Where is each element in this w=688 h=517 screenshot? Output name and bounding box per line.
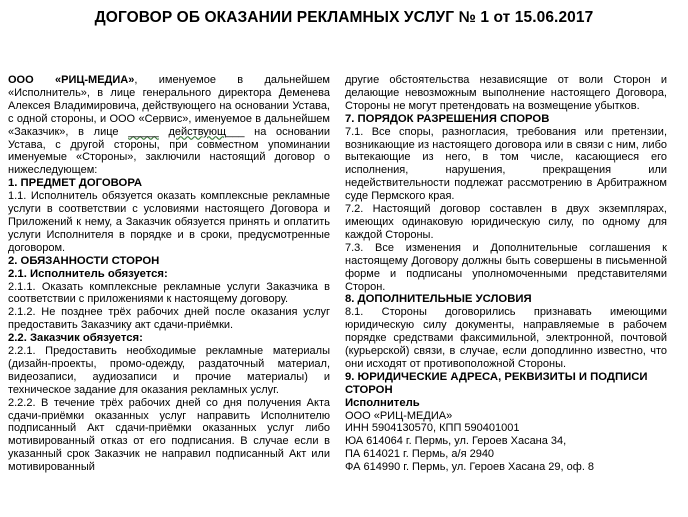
clause-1-1: 1.1. Исполнитель обязуется оказать комплексные рекламные услуги в соответствии с условиями настоящего Договора и Приложений к нему, а Заказчик обязуется принять и оплатить услуги Исполнителя в порядке и в сроки, предусмотренные договором.	[8, 190, 330, 254]
section-2-heading: 2. ОБЯЗАННОСТИ СТОРОН	[8, 254, 160, 267]
executor-actual-address: ФА 614990 г. Пермь, ул. Героев Хасана 29, оф. 8	[345, 461, 595, 474]
clause-7-1: 7.1. Все споры, разногласия, требования или претензии, возникающие из настоящего договора или в связи с ним, либо вытекающие из него, в том числе, касающиеся его исполнения, нарушения, прекращения или недействительности подлежат рассмотрению в Арбитражном суде Пермского края.	[345, 125, 667, 203]
document-title: ДОГОВОР ОБ ОКАЗАНИИ РЕКЛАМНЫХ УСЛУГ № 1 от 15.06.2017	[94, 9, 594, 26]
party-executor-name: ООО «РИЦ-МЕДИА»	[8, 74, 135, 86]
executor-inn: ИНН 5904130570, КПП 590401001	[345, 422, 520, 435]
intro-text-1: , именуемое в дальнейшем «Исполнитель», в лице генерального директора Деменева Алексея Владимировича, действующего на основании Устава, с одной стороны, и ООО «Сервис», именуемое в дальнейшем «Заказчик», в лице	[8, 74, 330, 138]
section-8-heading: 8. ДОПОЛНИТЕЛЬНЫЕ УСЛОВИЯ	[345, 293, 532, 306]
clause-7-2: 7.2. Настоящий договор составлен в двух экземплярах, имеющих одинаковую юридическую силу, по одному для каждой Стороны.	[345, 203, 667, 241]
section-2-1-heading: 2.1. Исполнитель обязуется:	[8, 267, 168, 280]
clause-8-1: 8.1. Стороны договорились признавать имеющими юридическую силу документы, направляемые в рабочем порядке средствами факсимильной, электронной, почтовой (курьерской) связи, в случае, если доподлинно известно, что они исходят от противоположной Стороны.	[345, 306, 667, 370]
clause-2-2-2: 2.2.2. В течение трёх рабочих дней со дня получения Акта сдачи-приёмки оказанных услуг направить Исполнителю подписанный Акт сдачи-приёмки оказанных услуг либо мотивированный отказ от его подписания. В случае если в указанный срок Заказчик не направил подписанный Акт или мотивированный	[8, 396, 330, 474]
section-1-heading: 1. ПРЕДМЕТ ДОГОВОРА	[8, 177, 143, 190]
intro-text-2: ___ на основании Устава, с другой стороны, при совместном упоминании именуемые «Стороны», заключили настоящий договор о нижеследующем:	[8, 125, 331, 177]
continued-paragraph: другие обстоятельства независящие от воли Сторон и делающие невозможным выполнение настоящего Договора, Стороны не могут претендовать на возмещение убытков.	[345, 74, 667, 112]
clause-2-1-2: 2.1.2. Не позднее трёх рабочих дней после оказания услуг предоставить Заказчику акт сдачи-приёмки.	[8, 306, 330, 332]
executor-postal-address: ПА 614021 г. Пермь, а/я 2940	[345, 448, 495, 461]
left-column	[8, 74, 330, 474]
clause-7-3: 7.3. Все изменения и Дополнительные соглашения к настоящему Договору должны быть совершены в письменной форме и подписаны уполномоченными представителями Сторон.	[345, 241, 667, 293]
executor-name: ООО «РИЦ-МЕДИА»	[345, 409, 453, 422]
right-column	[345, 74, 667, 474]
intro-blank: _____	[128, 125, 159, 138]
section-7-heading: 7. ПОРЯДОК РАЗРЕШЕНИЯ СПОРОВ	[345, 112, 550, 125]
section-2-2-heading: 2.2. Заказчик обязуется:	[8, 332, 143, 345]
intro-paragraph	[8, 74, 330, 177]
executor-legal-address: ЮА 614064 г. Пермь, ул. Героев Хасана 34,	[345, 435, 567, 448]
section-9-heading: 9. ЮРИДИЧЕСКИЕ АДРЕСА, РЕКВИЗИТЫ И ПОДПИСИ СТОРОН	[345, 370, 648, 396]
clause-2-2-1: 2.2.1. Предоставить необходимые рекламные материалы (дизайн-проекты, промо-одежду, раздаточный материал, видеозаписи, аудиозаписи и прочие материалы) и техническое задание для оказания рекламных услуг.	[8, 345, 330, 396]
executor-label: Исполнитель	[345, 396, 420, 409]
intro-acting: действующ	[168, 125, 227, 138]
clause-2-1-1: 2.1.1. Оказать комплексные рекламные услуги Заказчика в соответствии с приложениями к настоящему договору.	[8, 280, 330, 306]
